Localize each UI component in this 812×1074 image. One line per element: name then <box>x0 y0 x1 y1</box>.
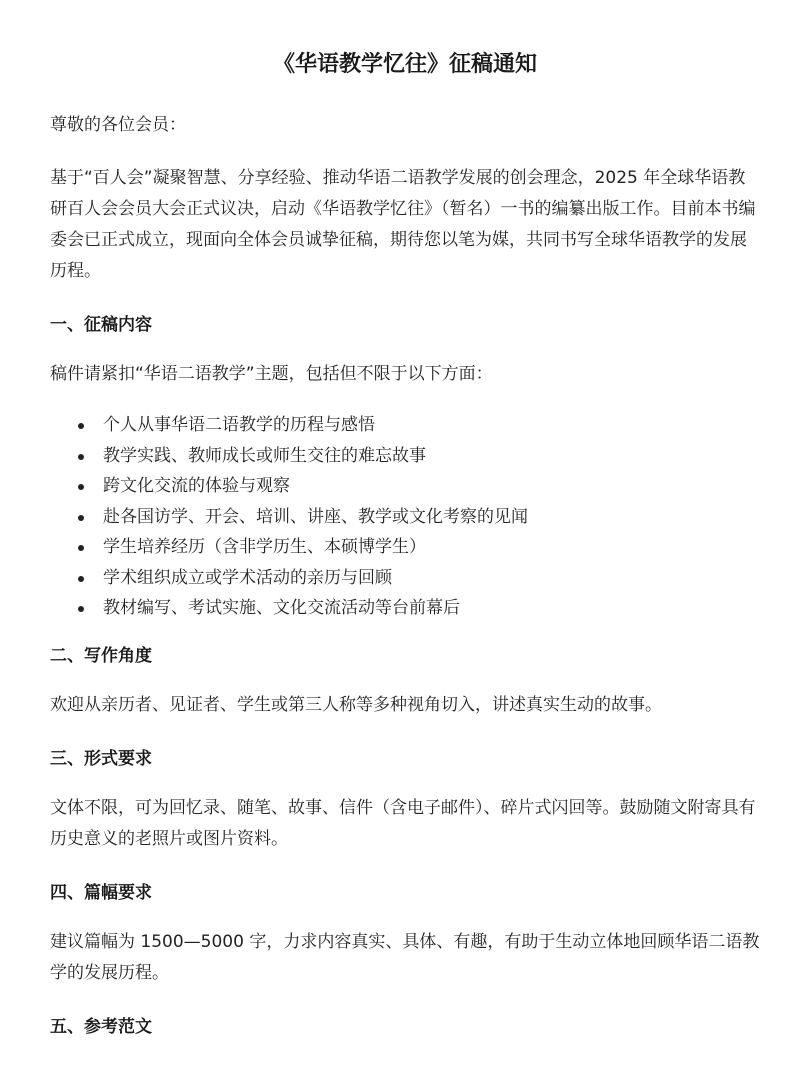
bullet-dot-icon <box>78 576 84 582</box>
bullet-dot-icon <box>78 484 84 490</box>
section-heading-angle: 二、写作角度 <box>50 645 152 666</box>
section-heading-length: 四、篇幅要求 <box>50 882 152 903</box>
section-heading-reference: 五、参考范文 <box>50 1016 152 1037</box>
list-item <box>76 593 760 624</box>
content-bullet-list <box>50 410 760 624</box>
greeting: 尊敬的各位会员： <box>50 115 186 135</box>
list-item <box>76 532 760 563</box>
form-paragraph: 文体不限，可为回忆录、随笔、故事、信件（含电子邮件）、碎片式闪回等。鼓励随文附寄具有历史意义的老照片或图片资料。 <box>50 797 756 849</box>
list-item <box>76 563 760 594</box>
bullet-dot-icon <box>78 515 84 521</box>
list-item-text: 赴各国访学、开会、培训、讲座、教学或文化考察的见闻 <box>103 506 528 527</box>
list-item <box>76 410 760 441</box>
list-item <box>76 502 760 533</box>
list-item-text: 跨文化交流的体验与观察 <box>103 476 290 496</box>
bullet-dot-icon <box>78 454 84 460</box>
list-item <box>76 471 760 502</box>
list-item <box>76 441 760 472</box>
section-heading-content: 一、征稿内容 <box>50 315 152 335</box>
intro-paragraph: 基于“百人会”凝聚智慧、分享经验、推动华语二语教学发展的创会理念，2025 年全球华语教研百人会会员大会正式议决，启动《华语教学忆往》（暂名）一书的编纂出版工作。目前本书编委会已正式成立，现面向全体会员诚挚征稿，期待您以笔为媒，共同书写全球华语教学的发展历程。 <box>50 168 756 281</box>
bullet-dot-icon <box>78 545 84 551</box>
list-item-text: 学术组织成立或学术活动的亲历与回顾 <box>103 567 392 588</box>
angle-paragraph: 欢迎从亲历者、见证者、学生或第三人称等多种视角切入，讲述真实生动的故事。 <box>50 694 662 715</box>
list-item-text: 学生培养经历（含非学历生、本硕博学生） <box>103 537 426 557</box>
list-item-text: 教学实践、教师成长或师生交往的难忘故事 <box>103 445 426 466</box>
section-heading-form: 三、形式要求 <box>50 748 152 769</box>
bullet-dot-icon <box>78 606 84 612</box>
list-item-text: 教材编写、考试实施、文化交流活动等台前幕后 <box>103 598 460 618</box>
list-item-text: 个人从事华语二语教学的历程与感悟 <box>103 415 375 435</box>
content-lead: 稿件请紧扣“华语二语教学”主题，包括但不限于以下方面： <box>50 364 493 384</box>
bullet-dot-icon <box>78 423 84 429</box>
document-title: 《华语教学忆往》征稿通知 <box>272 52 537 77</box>
length-paragraph: 建议篇幅为 1500—5000 字，力求内容真实、具体、有趣，有助于生动立体地回顾华语二语教学的发展历程。 <box>50 931 760 983</box>
